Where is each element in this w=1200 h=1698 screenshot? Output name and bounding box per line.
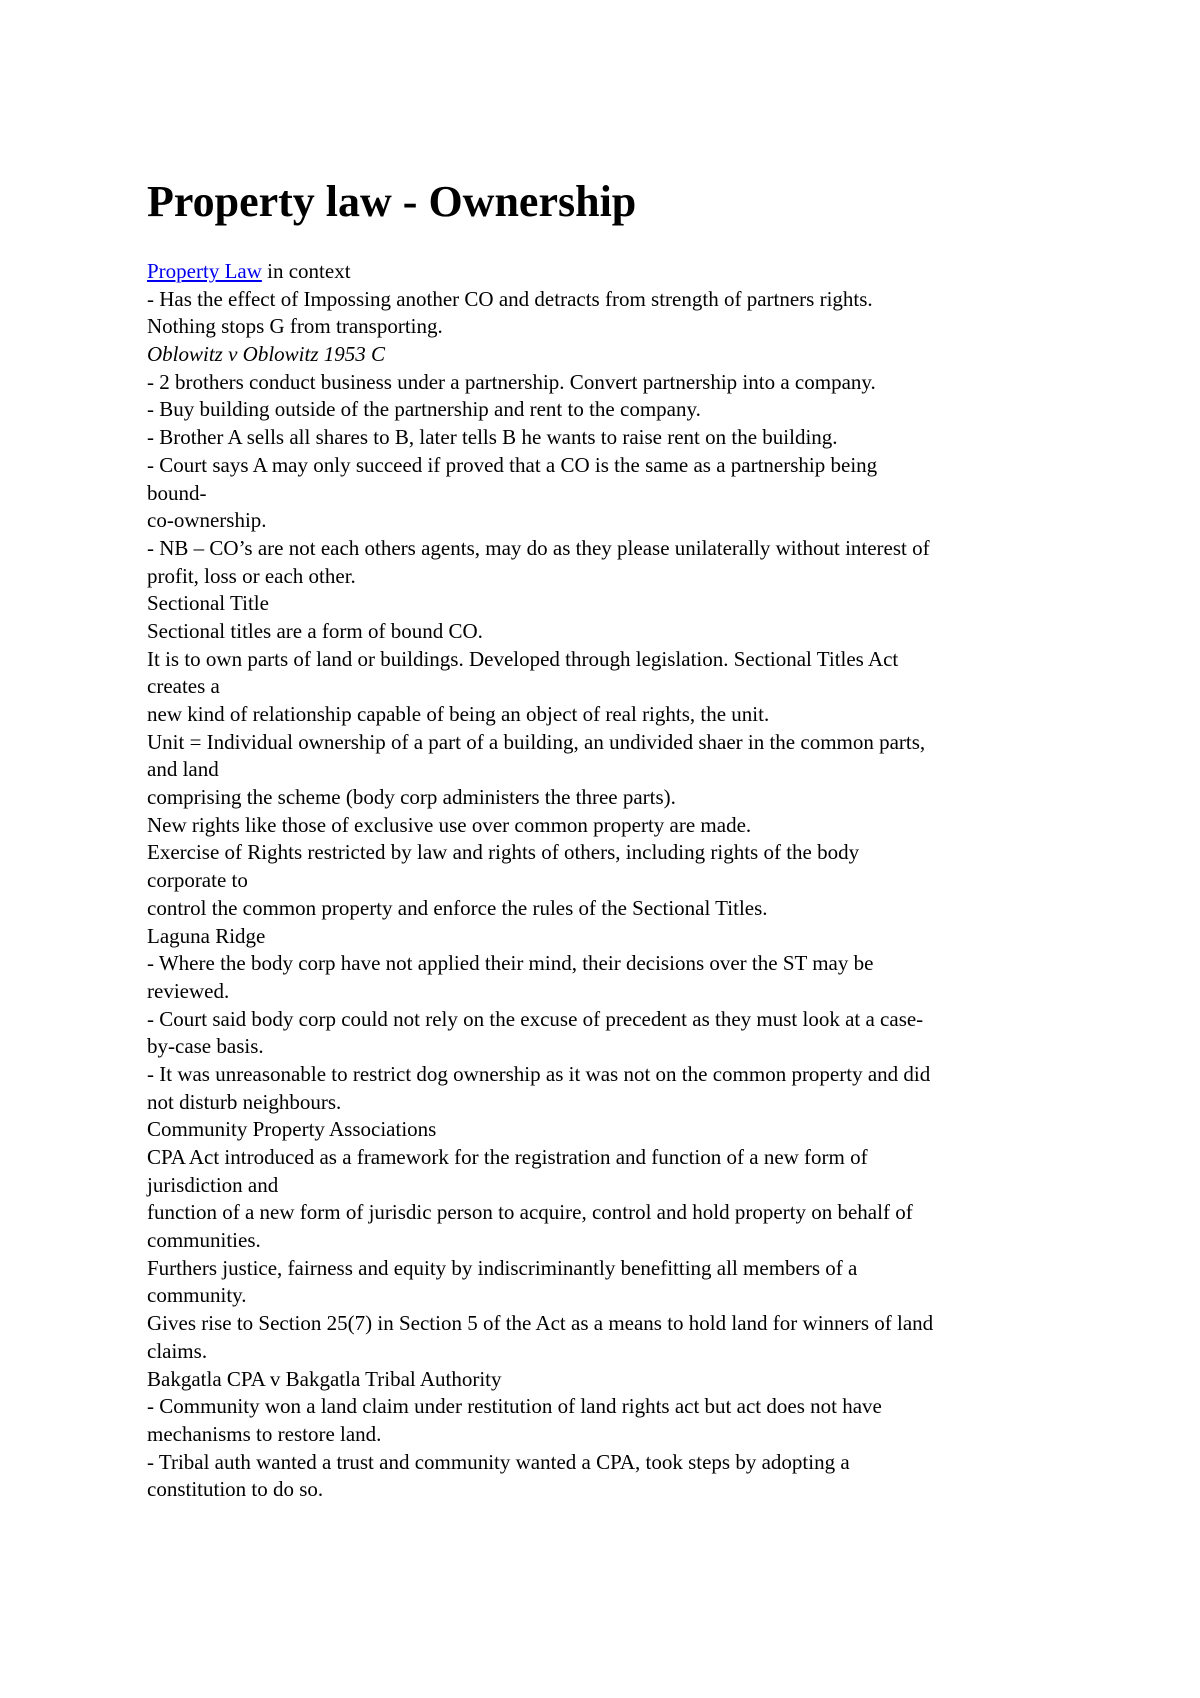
- text-line: Unit = Individual ownership of a part of a building, an undivided shaer in the common parts,: [147, 729, 926, 754]
- text-line: new kind of relationship capable of being an object of real rights, the unit.: [147, 702, 770, 726]
- text-line: - Has the effect of Impossing another CO and detracts from strength of partners rights.: [147, 286, 873, 311]
- text-line: Laguna Ridge: [147, 923, 266, 948]
- text-line: Sectional titles are a form of bound CO.: [147, 618, 483, 643]
- text-line: Bakgatla CPA v Bakgatla Tribal Authority: [147, 1366, 502, 1391]
- text-line: It is to own parts of land or buildings. Developed through legislation. Sectional Titles Act: [147, 646, 899, 671]
- text-line: claims.: [147, 1338, 208, 1363]
- text-line: Community Property Associations: [147, 1117, 437, 1142]
- text-line: creates a: [147, 674, 220, 699]
- text-line: - Brother A sells all shares to B, later tells B he wants to raise rent on the building.: [147, 425, 838, 450]
- text-line: - Buy building outside of the partnership and rent to the company.: [147, 397, 701, 422]
- text-line: not disturb neighbours.: [147, 1089, 342, 1114]
- text-lines: [147, 286, 1067, 1504]
- text-line: - It was unreasonable to restrict dog ownership as it was not on the common property and did: [147, 1061, 931, 1086]
- text-line: - Tribal auth wanted a trust and community wanted a CPA, took steps by adopting a: [147, 1449, 850, 1474]
- property-law-link[interactable]: Property Law: [147, 259, 262, 283]
- document-body: [147, 258, 1067, 1504]
- intro-text: in context: [261, 259, 351, 283]
- text-line: - NB – CO’s are not each others agents, may do as they please unilaterally without interest of: [147, 535, 930, 560]
- text-line: bound-: [147, 480, 207, 505]
- text-line: Gives rise to Section 25(7) in Section 5 of the Act as a means to hold land for winners of land: [147, 1311, 934, 1336]
- page-title: Property law - Ownership: [147, 177, 637, 226]
- text-line: reviewed.: [147, 978, 230, 1003]
- text-line: comprising the scheme (body corp administers the three parts).: [147, 785, 676, 810]
- text-line: Oblowitz v Oblowitz 1953 C: [147, 342, 386, 367]
- text-line: Exercise of Rights restricted by law and rights of others, including rights of the body: [147, 840, 860, 865]
- text-line: profit, loss or each other.: [147, 563, 356, 588]
- text-line: co-ownership.: [147, 508, 267, 533]
- text-line: communities.: [147, 1228, 261, 1253]
- text-line: corporate to: [147, 868, 248, 893]
- text-line: New rights like those of exclusive use over common property are made.: [147, 812, 752, 837]
- text-line: - 2 brothers conduct business under a partnership. Convert partnership into a company.: [147, 369, 876, 394]
- text-line: Nothing stops G from transporting.: [147, 314, 443, 339]
- text-line: jurisdiction and: [147, 1172, 279, 1197]
- text-line: - Community won a land claim under restitution of land rights act but act does not have: [147, 1394, 882, 1419]
- text-line: - Court said body corp could not rely on the excuse of precedent as they must look at a case-: [147, 1006, 924, 1031]
- text-line: Sectional Title: [147, 591, 269, 616]
- text-line: CPA Act introduced as a framework for the registration and function of a new form of: [147, 1145, 868, 1169]
- text-line: control the common property and enforce the rules of the Sectional Titles.: [147, 895, 768, 920]
- text-line: constitution to do so.: [147, 1477, 324, 1502]
- text-line: - Court says A may only succeed if proved that a CO is the same as a partnership being: [147, 452, 878, 477]
- text-line: Furthers justice, fairness and equity by indiscriminantly benefitting all members of a: [147, 1255, 858, 1280]
- text-line: by-case basis.: [147, 1034, 264, 1059]
- text-line: and land: [147, 757, 219, 782]
- text-line: function of a new form of jurisdic person to acquire, control and hold property on behalf of: [147, 1200, 913, 1225]
- text-line: mechanisms to restore land.: [147, 1421, 382, 1446]
- text-line: community.: [147, 1283, 247, 1308]
- intro-line: [147, 258, 1067, 286]
- text-line: - Where the body corp have not applied their mind, their decisions over the ST may be: [147, 951, 874, 976]
